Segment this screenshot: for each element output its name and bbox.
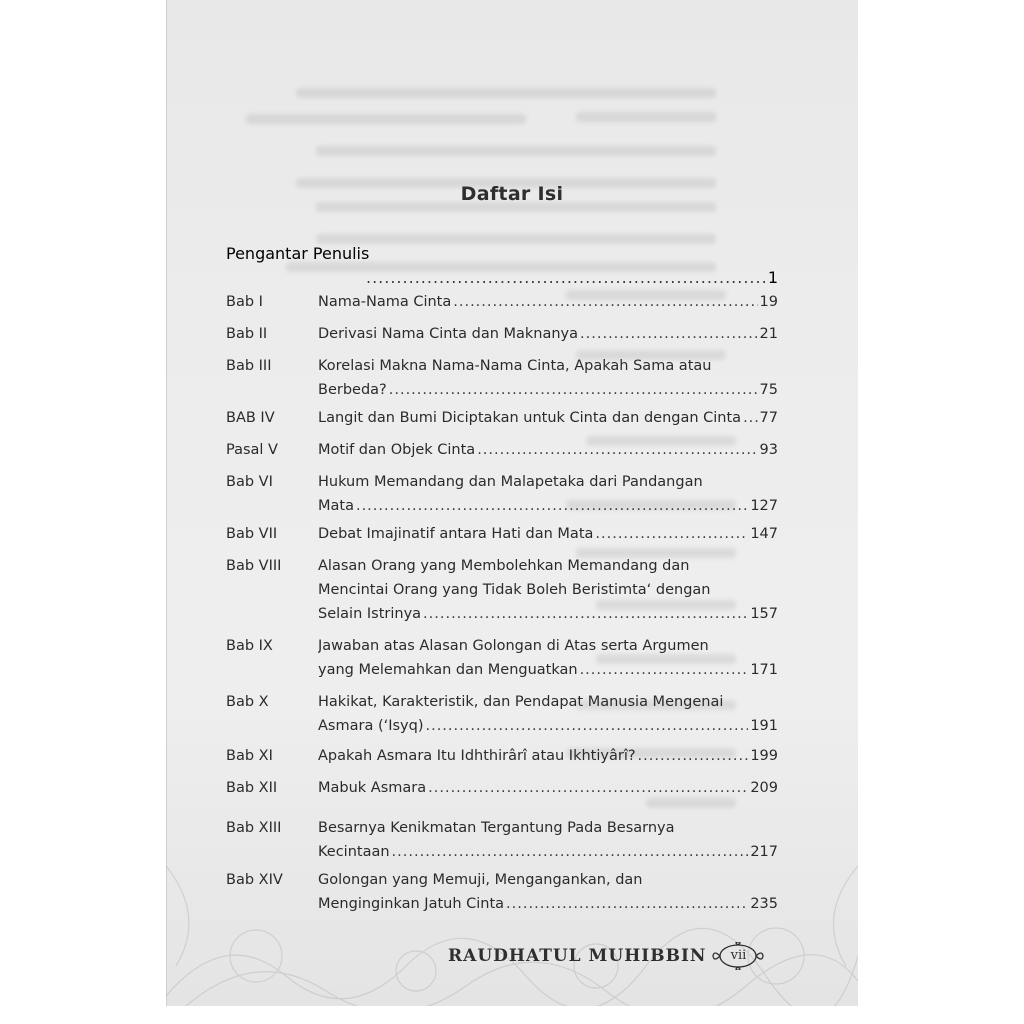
- page-number: 157: [750, 606, 778, 622]
- chapter-title-line: Mata: [318, 498, 354, 514]
- page-number: 209: [750, 780, 778, 796]
- page-number: 21: [759, 326, 778, 342]
- chapter-title-line: Motif dan Objek Cinta: [318, 442, 476, 458]
- chapter-title: [318, 522, 778, 546]
- chapter-title-line: Jawaban atas Alasan Golongan di Atas serta Argumen: [318, 638, 709, 654]
- chapter-label: Bab XI: [226, 748, 273, 764]
- book-page: [166, 0, 858, 1006]
- chapter-label: Bab XIII: [226, 820, 282, 836]
- page-number: 93: [759, 442, 778, 458]
- chapter-label: Bab VI: [226, 474, 273, 490]
- chapter-title-line: Besarnya Kenikmatan Tergantung Pada Besarnya: [318, 820, 675, 836]
- chapter-title: [318, 816, 778, 864]
- chapter-label: Bab X: [226, 694, 269, 710]
- page-number: vii: [730, 948, 747, 963]
- chapter-title: [318, 406, 778, 430]
- chapter-title-line: Apakah Asmara Itu Idhthirârî atau Ikhtiyârî?: [318, 748, 636, 764]
- leader-dots: [428, 776, 748, 800]
- chapter-title-line: Asmara (‘Isyq): [318, 718, 424, 734]
- chapter-title-line: Debat Imajinatif antara Hati dan Mata: [318, 526, 594, 542]
- leader-dots: [595, 522, 748, 546]
- leader-dots: [477, 438, 757, 462]
- page-number: 147: [750, 526, 778, 542]
- page-number: 127: [750, 498, 778, 514]
- page-title: Daftar Isi: [460, 183, 564, 205]
- chapter-label: Bab III: [226, 358, 272, 374]
- chapter-label: Bab VIII: [226, 558, 282, 574]
- leader-dots: [580, 658, 749, 682]
- page-number: 75: [759, 382, 778, 398]
- leader-dots: [392, 840, 749, 864]
- page-number: 235: [750, 896, 778, 912]
- page-number: 171: [750, 662, 778, 678]
- chapter-title-line: Berbeda?: [318, 382, 387, 398]
- page-number: 217: [750, 844, 778, 860]
- chapter-title: [318, 354, 778, 402]
- chapter-title-line: Mabuk Asmara: [318, 780, 427, 796]
- chapter-title-line: Derivasi Nama Cinta dan Maknanya: [318, 326, 579, 342]
- chapter-label: Bab II: [226, 326, 268, 342]
- chapter-title: [318, 868, 778, 916]
- chapter-title-line: Selain Istrinya: [318, 606, 422, 622]
- leader-dots: [453, 290, 757, 314]
- leader-dots: [638, 744, 749, 768]
- chapter-label: Pasal V: [226, 442, 278, 458]
- chapter-title-line: Langit dan Bumi Diciptakan untuk Cinta dan dengan Cinta: [318, 410, 742, 426]
- chapter-title-line: Hukum Memandang dan Malapetaka dari Pandangan: [318, 474, 703, 490]
- chapter-title-line: Alasan Orang yang Membolehkan Memandang dan: [318, 558, 690, 574]
- page-number-badge: [712, 942, 764, 970]
- chapter-title: [318, 744, 778, 768]
- chapter-title-line: Golongan yang Memuji, Mengangankan, dan: [318, 872, 643, 888]
- chapter-title-line: Kecintaan: [318, 844, 390, 860]
- intro-page-number: 1: [767, 268, 778, 287]
- chapter-title: [318, 470, 778, 518]
- chapter-label: Bab XIV: [226, 872, 283, 888]
- leader-dots: [506, 892, 748, 916]
- chapter-title: [318, 690, 778, 738]
- chapter-title-line: yang Melemahkan dan Menguatkan: [318, 662, 578, 678]
- running-footer: [448, 941, 764, 971]
- chapter-title: [318, 322, 778, 346]
- chapter-title: [318, 438, 778, 462]
- chapter-title-line: Menginginkan Jatuh Cinta: [318, 896, 505, 912]
- toc-entry-intro: [226, 244, 778, 292]
- chapter-label: BAB IV: [226, 410, 275, 426]
- chapter-label: Bab I: [226, 294, 263, 310]
- leader-dots: [423, 602, 748, 626]
- chapter-title: [318, 554, 778, 626]
- chapter-title: [318, 776, 778, 800]
- chapter-title-line: Korelasi Makna Nama-Nama Cinta, Apakah Sama atau: [318, 358, 712, 374]
- leader-dots: [366, 268, 766, 287]
- leader-dots: [580, 322, 758, 346]
- page-number: 199: [750, 748, 778, 764]
- chapter-label: Bab VII: [226, 526, 278, 542]
- leader-dots: [356, 494, 748, 518]
- leader-dots: [743, 406, 757, 430]
- chapter-label: Bab XII: [226, 780, 278, 796]
- chapter-title-line: Nama-Nama Cinta: [318, 294, 452, 310]
- page-number: 191: [750, 718, 778, 734]
- chapter-title-line: Mencintai Orang yang Tidak Boleh Beristimta‘ dengan: [318, 582, 711, 598]
- chapter-label: Bab IX: [226, 638, 273, 654]
- chapter-title: [318, 634, 778, 682]
- book-title: RAUDHATUL MUHIBBIN: [448, 946, 707, 966]
- chapter-title-line: Hakikat, Karakteristik, dan Pendapat Manusia Mengenai: [318, 694, 724, 710]
- intro-title: Pengantar Penulis: [226, 244, 370, 263]
- page-number: 77: [759, 410, 778, 426]
- chapter-title: [318, 290, 778, 314]
- page-number: 19: [759, 294, 778, 310]
- leader-dots: [425, 714, 748, 738]
- leader-dots: [389, 378, 758, 402]
